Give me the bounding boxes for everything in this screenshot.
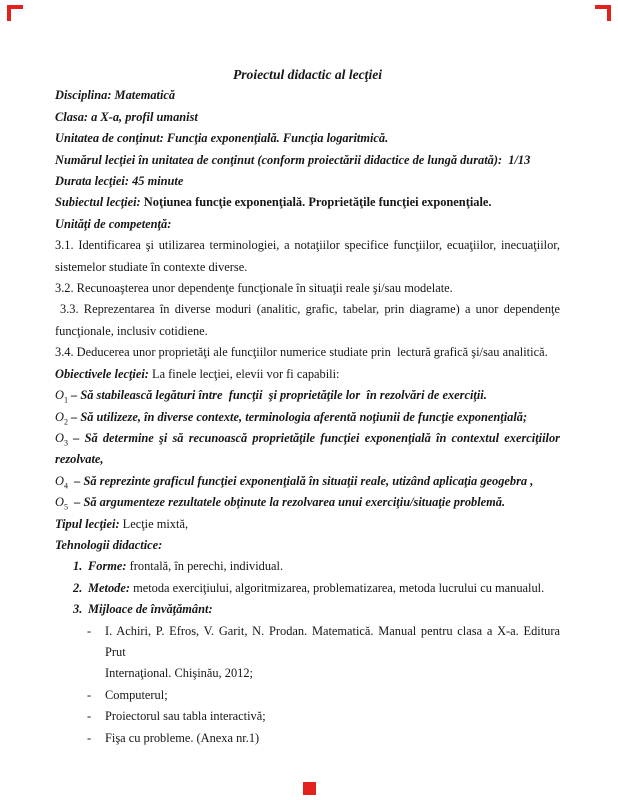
objective-text: – Să stabilească legături între funcţii şi proprietăţile lor în rezolvări de exerciţii.: [67, 388, 487, 403]
competence-item-3-1: [55, 235, 560, 278]
objective-index: 4: [63, 481, 68, 491]
competence-3-1-line1: 3.1. Identificarea şi utilizarea terminologiei, a notaţiilor specifice funcţiilor, ecuaţiilor, inecuaţiilor,: [55, 238, 560, 253]
competence-3-3-line1: 3.3. Reprezentarea în diverse moduri (analitic, grafic, tabelar, prin diagrame) a unor dependenţe: [60, 302, 560, 317]
crop-marker-bottom-center: [303, 782, 316, 795]
objective-symbol: O: [55, 388, 64, 403]
subiectul-label: Subiectul lecţiei:: [55, 195, 141, 210]
objective-index: 2: [63, 416, 68, 426]
tipul-label: Tipul lecţiei:: [55, 516, 120, 531]
competence-item-3-2: 3.2. Recunoaşterea unor dependenţe funcţionale în situaţii reale şi/sau modelate.: [55, 281, 453, 296]
meta-numarul-lectiei: Numărul lecţiei în unitatea de conţinut (conform proiectării didactice de lungă durată): 1/13: [55, 152, 531, 167]
objective-text: – Să utilizeze, în diverse contexte, terminologia aferentă noţiunii de funcţie exponenţială;: [67, 409, 528, 424]
objective-text: – Să argumenteze rezultatele obţinute la rezolvarea unui exerciţiu/situaţie problemă.: [67, 495, 506, 510]
tipul-text: Lecţie mixtă,: [119, 516, 189, 531]
list-number: 1.: [73, 559, 83, 574]
competence-3-1-line2: sistemelor studiate în contexte diverse.: [55, 259, 248, 274]
objective-symbol: O: [55, 409, 64, 424]
meta-unitatea-de-continut: Unitatea de conţinut: Funcţia exponenţială. Funcţia logaritmică.: [55, 131, 389, 146]
objective-text: – Să reprezinte graficul funcţiei exponenţială în situaţii reale, utizând aplicaţia geogebra ,: [67, 473, 534, 488]
list-label: Forme:: [88, 559, 127, 574]
objective-index: 3: [63, 438, 68, 448]
objective-symbol: O: [55, 495, 64, 510]
obiectivele-text: La finele lecţiei, elevii vor fi capabili:: [148, 366, 340, 381]
objective-o1: [55, 385, 560, 406]
list-text: frontală, în perechi, individual.: [126, 559, 284, 574]
dash-bullet: -: [87, 623, 92, 638]
obiectivele-lectiei: [55, 364, 560, 385]
subiectul-lectiei: [55, 192, 560, 213]
objective-index: 5: [63, 502, 68, 512]
dash-bullet: -: [87, 687, 92, 702]
objective-o2: [55, 407, 560, 428]
page-title: Proiectul didactic al lecţiei: [232, 67, 383, 82]
resource-item-proiectorul: [55, 706, 560, 727]
competence-item-3-3: [55, 299, 560, 342]
list-label: Mijloace de învăţământ:: [88, 602, 213, 617]
list-number: 2.: [73, 580, 83, 595]
list-number: 3.: [73, 602, 83, 617]
unitati-de-competenta-heading: Unităţi de competenţă:: [55, 216, 172, 231]
objective-symbol: O: [55, 473, 64, 488]
dash-bullet: -: [87, 730, 92, 745]
resource-item-fisa: [55, 728, 560, 749]
dash-bullet: -: [87, 709, 92, 724]
crop-marker-top-left: [7, 5, 23, 21]
objective-text-line2: rezolvate,: [55, 452, 104, 467]
resource-item-manual: [55, 621, 560, 685]
subiectul-text: Noţiunea funcţie exponenţială. Proprietăţile funcţiei exponenţiale.: [140, 195, 492, 210]
crop-marker-top-right: [595, 5, 611, 21]
didactic-list-item-forme: [55, 556, 560, 577]
objective-o4: [55, 471, 560, 492]
objective-text: – Să determine şi să recunoască proprietăţile funcţiei exponenţială în contextul exerciţiilor: [67, 430, 560, 445]
resource-text: Fişa cu probleme. (Anexa nr.1): [105, 730, 260, 745]
meta-disciplina: Disciplina: Matematică: [55, 88, 176, 103]
objective-o3: [55, 428, 560, 471]
resource-item-computerul: [55, 685, 560, 706]
resource-text-line2: Internaţional. Chişinău, 2012;: [105, 666, 253, 681]
didactic-list-item-mijloace: [55, 599, 560, 620]
list-label: Metode:: [88, 580, 130, 595]
meta-clasa: Clasa: a X-a, profil umanist: [55, 109, 198, 124]
resource-text: Proiectorul sau tabla interactivă;: [105, 709, 266, 724]
objective-index: 1: [63, 395, 68, 405]
resource-text-line1: I. Achiri, P. Efros, V. Garit, N. Prodan. Matematică. Manual pentru clasa a X-a. Editura Prut: [105, 623, 560, 659]
list-text: metoda exerciţiului, algoritmizarea, problematizarea, metoda lucrului cu manualul.: [129, 580, 545, 595]
resource-text: Computerul;: [105, 687, 168, 702]
competence-item-3-4: 3.4. Deducerea unor proprietăţi ale funcţiilor numerice studiate prin lectură grafică şi/sau analitică.: [55, 345, 548, 360]
meta-durata-lectiei: Durata lecţiei: 45 minute: [55, 174, 184, 189]
objective-symbol: O: [55, 430, 64, 445]
didactic-list-item-metode: [55, 578, 560, 599]
competence-3-3-line2: funcţionale, inclusiv cotidiene.: [55, 323, 208, 338]
objective-o5: [55, 492, 560, 513]
obiectivele-label: Obiectivele lecţiei:: [55, 366, 149, 381]
document-body: [55, 64, 560, 749]
tehnologii-didactice-heading: Tehnologii didactice:: [55, 537, 163, 552]
tipul-lectiei: [55, 514, 560, 535]
